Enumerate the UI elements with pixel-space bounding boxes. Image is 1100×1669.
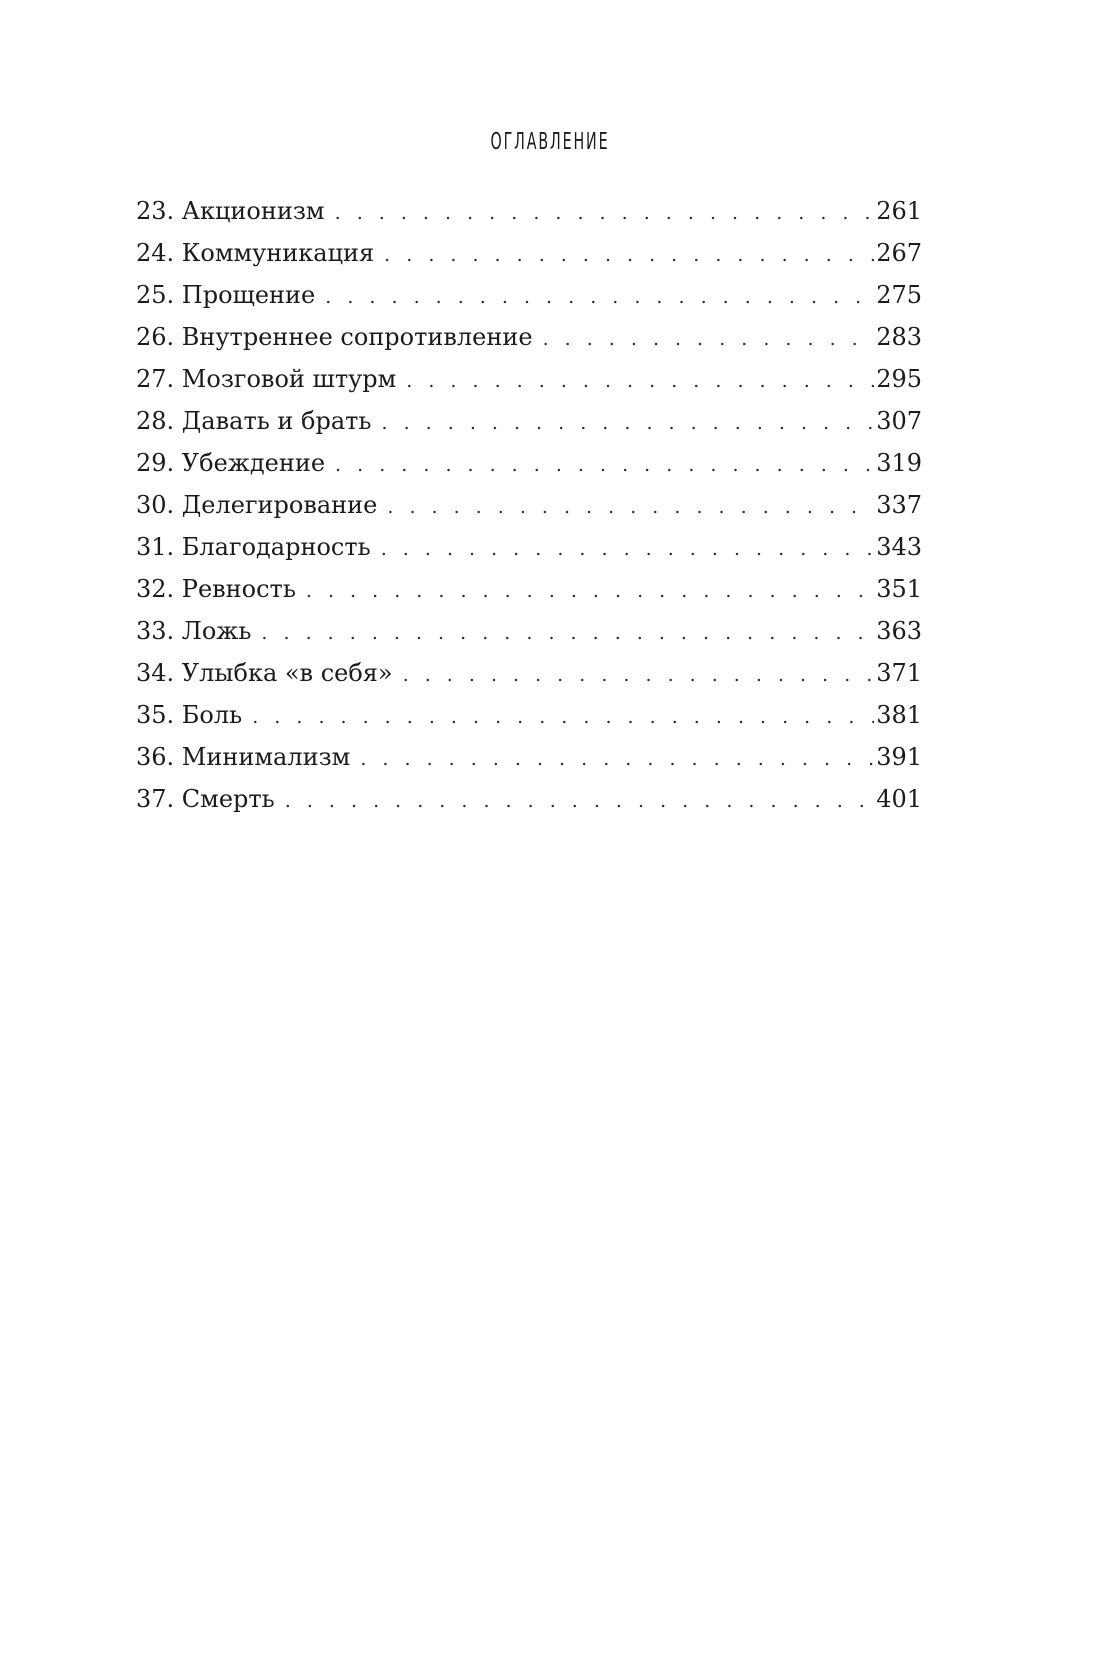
toc-entry: [136, 568, 922, 610]
toc-entry-page: 381: [876, 701, 922, 729]
toc-entry-title: 28. Давать и брать: [136, 407, 372, 435]
toc-entry-title: 37. Смерть: [136, 785, 275, 813]
toc-entry: [136, 652, 922, 694]
toc-entry-page: 295: [876, 365, 922, 393]
toc-entry: [136, 610, 922, 652]
toc-entry: [136, 484, 922, 526]
toc-entry-title: 32. Ревность: [136, 575, 296, 603]
dot-leader: [335, 444, 874, 484]
toc-entry: [136, 316, 922, 358]
toc-entry: [136, 442, 922, 484]
toc-entry-title: 24. Коммуникация: [136, 239, 375, 267]
toc-entry: [136, 274, 922, 316]
dot-leader: [381, 528, 874, 568]
dot-leader: [261, 612, 874, 652]
toc-entry: [136, 778, 922, 820]
toc-entry: [136, 232, 922, 274]
dot-leader: [387, 486, 874, 526]
dot-leader: [285, 780, 874, 820]
dot-leader: [384, 234, 874, 274]
toc-entry-title: 30. Делегирование: [136, 491, 378, 519]
toc-entry-page: 391: [876, 743, 922, 771]
dot-leader: [543, 318, 875, 358]
toc-entry-title: 27. Мозговой штурм: [136, 365, 397, 393]
toc-entry-title: 33. Ложь: [136, 617, 252, 645]
dot-leader: [360, 738, 874, 778]
toc-entry-page: 319: [876, 449, 922, 477]
toc-list: [136, 190, 922, 820]
toc-entry-title: 36. Минимализм: [136, 743, 351, 771]
toc-entry: [136, 526, 922, 568]
toc-entry-title: 31. Благодарность: [136, 533, 371, 561]
dot-leader: [252, 696, 874, 736]
toc-entry-page: 343: [876, 533, 922, 561]
dot-leader: [306, 570, 874, 610]
toc-entry-page: 267: [876, 239, 922, 267]
toc-entry-title: 34. Улыбка «в себя»: [136, 659, 393, 687]
toc-entry-page: 337: [876, 491, 922, 519]
toc-entry-page: 363: [876, 617, 922, 645]
dot-leader: [406, 360, 874, 400]
toc-entry-title: 25. Прощение: [136, 281, 316, 309]
toc-entry-title: 26. Внутреннее сопротивление: [136, 323, 533, 351]
toc-entry-page: 307: [876, 407, 922, 435]
toc-entry: [136, 190, 922, 232]
toc-entry: [136, 400, 922, 442]
toc-entry-title: 23. Акционизм: [136, 197, 325, 225]
dot-leader: [335, 192, 875, 232]
dot-leader: [403, 654, 875, 694]
toc-entry-page: 351: [876, 575, 922, 603]
toc-entry: [136, 358, 922, 400]
toc-entry-title: 29. Убеждение: [136, 449, 326, 477]
toc-entry-page: 401: [876, 785, 922, 813]
dot-leader: [325, 276, 874, 316]
toc-entry-title: 35. Боль: [136, 701, 243, 729]
toc-entry-page: 261: [876, 197, 922, 225]
toc-entry-page: 371: [876, 659, 922, 687]
toc-entry: [136, 694, 922, 736]
dot-leader: [382, 402, 875, 442]
toc-entry-page: 275: [876, 281, 922, 309]
toc-heading: ОГЛАВЛЕНИЕ: [490, 129, 610, 155]
toc-entry-page: 283: [876, 323, 922, 351]
toc-entry: [136, 736, 922, 778]
